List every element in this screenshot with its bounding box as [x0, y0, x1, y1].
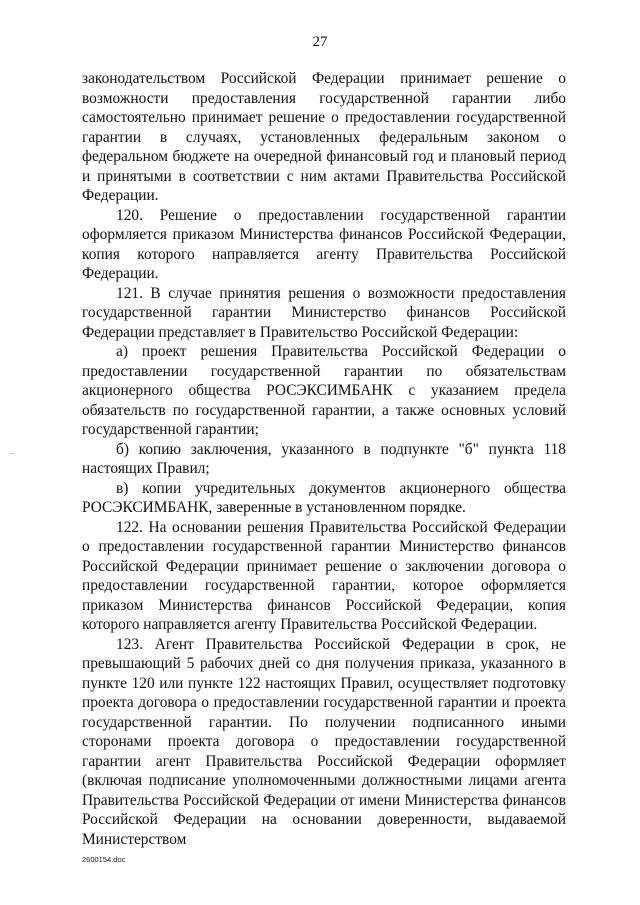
paragraph-121-b: б) копию заключения, указанного в подпункте "б" пункта 118 настоящих Правил; [82, 440, 566, 477]
margin-mark [10, 453, 13, 454]
paragraph-121-a: а) проект решения Правительства Российской Федерации о предоставлении государственной гарантии по обязательствам акционерного общества РОСЭКСИМБАНК с указанием предела обязательств по государственной гарантии, а также основных условий государственной гарантии; [82, 343, 566, 438]
paragraph-122: 122. На основании решения Правительства Российской Федерации о предоставлении государственной гарантии Министерство финансов Российской Федерации принимает решение о заключении договора о предоставлении государственной гарантии, которое оформляется приказом Министерства финансов Российской Федерации, копия которого направляется агенту Правительства Российской Федерации. [82, 518, 566, 633]
page-number: 27 [312, 34, 328, 50]
paragraph-123: 123. Агент Правительства Российской Федерации в срок, не превышающий 5 рабочих дней со дня получения приказа, указанного в пункте 120 или пункте 122 настоящих Правил, осуществляет подготовку проекта договора о предоставлении государственной гарантии и проекта государственной гарантии. По получении подписанного иными сторонами проекта договора о предоставлении государственной гарантии агент Правительства Российской Федерации оформляет (включая подписание уполномоченными должностными лицами агента Правительства Российской Федерации от имени Министерства финансов Российской Федерации на основании доверенности, выдаваемой Министерством [82, 635, 566, 848]
paragraph-120: 120. Решение о предоставлении государственной гарантии оформляется приказом Министерства финансов Российской Федерации, копия которого направляется агенту Правительства Российской Федерации. [82, 206, 566, 282]
document-body [82, 69, 566, 849]
paragraph-121-c: в) копии учредительных документов акционерного общества РОСЭКСИМБАНК, заверенные в установленном порядке. [82, 479, 566, 516]
paragraph-continuation: законодательством Российской Федерации принимает решение о возможности предоставления государственной гарантии либо самостоятельно принимает решение о предоставлении государственной гарантии в случаях, установленных федеральным законом о федеральном бюджете на очередной финансовый год и плановый период и принятыми в соответствии с ним актами Правительства Российской Федерации. [82, 70, 566, 204]
paragraph-121: 121. В случае принятия решения о возможности предоставления государственной гарантии Министерство финансов Российской Федерации представляет в Правительство Российской Федерации: [82, 284, 566, 341]
document-filename: 2600154.doc [82, 855, 126, 864]
